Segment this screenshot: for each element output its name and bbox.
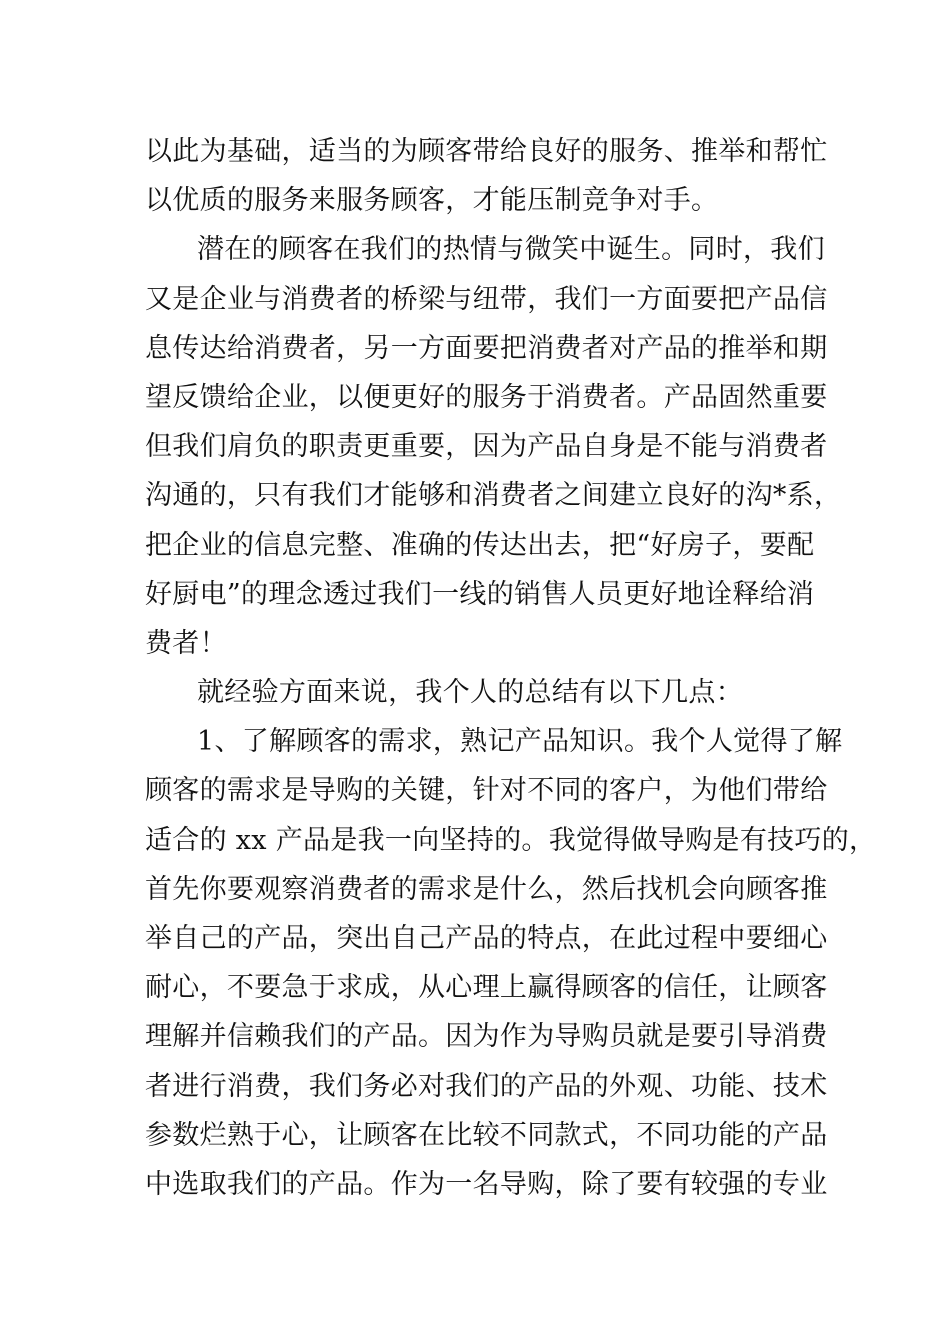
text-line: 以此为基础，适当的为顾客带给良好的服务、推举和帮忙	[145, 136, 828, 167]
text-line: 1、了解顾客的需求，熟记产品知识。我个人觉得了解	[197, 726, 843, 758]
text-line: 但我们肩负的职责更重要，因为产品自身是不能与消费者	[145, 431, 828, 463]
text-line: 沟通的，只有我们才能够和消费者之间建立良好的沟*系，	[145, 480, 842, 512]
text-line: 潜在的顾客在我们的热情与微笑中诞生。同时，我们	[197, 234, 825, 266]
text-line: 耐心，不要急于求成，从心理上赢得顾客的信任，让顾客	[145, 972, 828, 1004]
text-line: 参数烂熟于心，让顾客在比较不同款式，不同功能的产品	[145, 1119, 828, 1151]
text-line: 以优质的服务来服务顾客，才能压制竞争对手。	[145, 185, 719, 217]
text-line: 把企业的信息完整、准确的传达出去，把“好房子，要配	[145, 529, 815, 561]
text-line: 顾客的需求是导购的关键，针对不同的客户，为他们带给	[145, 775, 828, 807]
text-line: 就经验方面来说，我个人的总结有以下几点：	[197, 677, 743, 709]
text-line: 举自己的产品，突出自己产品的特点，在此过程中要细心	[145, 923, 828, 954]
text-line: 理解并信赖我们的产品。因为作为导购员就是要引导消费	[145, 1021, 828, 1053]
text-line: 中选取我们的产品。作为一名导购，除了要有较强的专业	[145, 1168, 828, 1200]
body-text	[145, 127, 877, 1209]
text-line: 又是企业与消费者的桥梁与纽带，我们一方面要把产品信	[145, 283, 828, 315]
text-line: 首先你要观察消费者的需求是什么，然后找机会向顾客推	[145, 873, 828, 905]
text-line: 者进行消费，我们务必对我们的产品的外观、功能、技术	[145, 1070, 828, 1102]
text-line: 费者！	[145, 627, 227, 659]
text-line: 适合的 xx 产品是我一向坚持的。我觉得做导购是有技巧的，	[145, 824, 877, 856]
text-line: 息传达给消费者，另一方面要把消费者对产品的推举和期	[145, 332, 828, 364]
text-line: 望反馈给企业，以便更好的服务于消费者。产品固然重要	[145, 381, 828, 413]
text-line: 好厨电”的理念透过我们一线的销售人员更好地诠释给消	[145, 578, 815, 610]
